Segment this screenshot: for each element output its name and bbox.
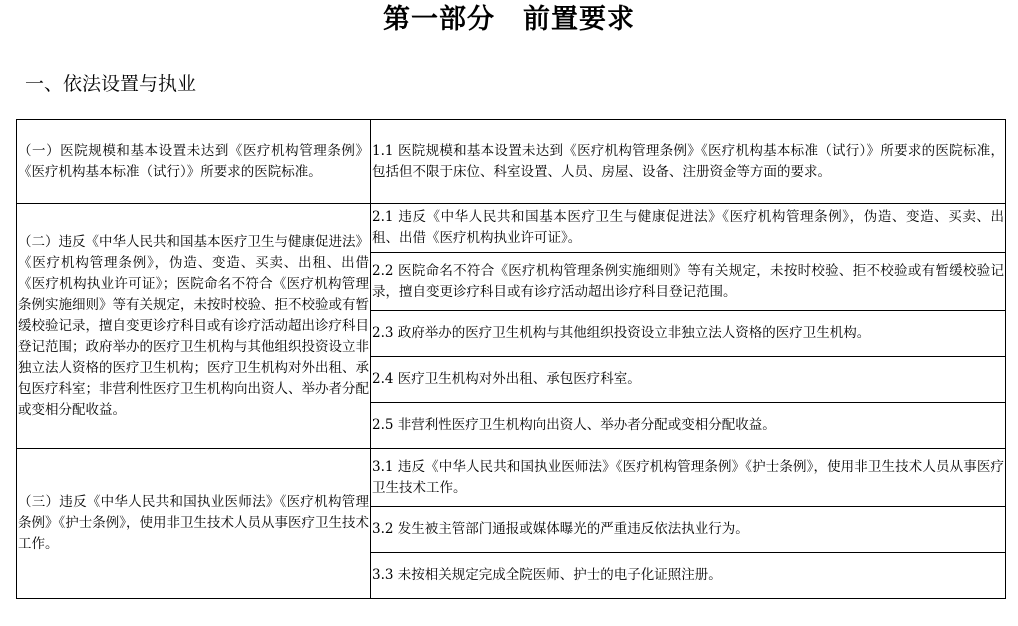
condition-cell: （二）违反《中华人民共和国基本医疗卫生与健康促进法》《医疗机构管理条例》，伪造、变造、买卖、出租、出借《医疗机构执业许可证》；医院命名不符合《医疗机构管理条例实施细则》等有关规定，未按时校验、拒不校验或有暂缓校验记录，擅自变更诊疗科目或有诊疗活动超出诊疗科目登记范围；政府举办的医疗卫生机构与其他组织投资设立非独立法人资格的医疗卫生机构；医疗卫生机构对外出租、承包医疗科室；非营利性医疗卫生机构向出资人、举办者分配或变相分配收益。 [17, 204, 371, 449]
item-cell: 3.2 发生被主管部门通报或媒体曝光的严重违反依法执业行为。 [371, 507, 1006, 553]
item-cell: 3.1 违反《中华人民共和国执业医师法》《医疗机构管理条例》《护士条例》，使用非卫生技术人员从事医疗卫生技术工作。 [371, 449, 1006, 507]
item-cell: 2.2 医院命名不符合《医疗机构管理条例实施细则》等有关规定，未按时校验、拒不校验或有暂缓校验记录，擅自变更诊疗科目或有诊疗活动超出诊疗科目登记范围。 [371, 253, 1006, 311]
item-cell: 2.3 政府举办的医疗卫生机构与其他组织投资设立非独立法人资格的医疗卫生机构。 [371, 311, 1006, 357]
item-cell: 1.1 医院规模和基本设置未达到《医疗机构管理条例》《医疗机构基本标准（试行）》所要求的医院标准，包括但不限于床位、科室设置、人员、房屋、设备、注册资金等方面的要求。 [371, 120, 1006, 204]
table-row [17, 120, 1006, 204]
section-heading: 一、依法设置与执业 [25, 73, 197, 95]
item-cell: 2.4 医疗卫生机构对外出租、承包医疗科室。 [371, 357, 1006, 403]
table-row [17, 449, 1006, 507]
condition-cell: （三）违反《中华人民共和国执业医师法》《医疗机构管理条例》《护士条例》，使用非卫生技术人员从事医疗卫生技术工作。 [17, 449, 371, 599]
item-cell: 2.5 非营利性医疗卫生机构向出资人、举办者分配或变相分配收益。 [371, 403, 1006, 449]
condition-cell: （一）医院规模和基本设置未达到《医疗机构管理条例》《医疗机构基本标准（试行）》所要求的医院标准。 [17, 120, 371, 204]
requirements-table [16, 119, 1006, 599]
item-cell: 2.1 违反《中华人民共和国基本医疗卫生与健康促进法》《医疗机构管理条例》，伪造、变造、买卖、出租、出借《医疗机构执业许可证》。 [371, 204, 1006, 253]
document-title: 第一部分 前置要求 [383, 4, 635, 35]
item-cell: 3.3 未按相关规定完成全院医师、护士的电子化证照注册。 [371, 553, 1006, 599]
table-row [17, 204, 1006, 253]
